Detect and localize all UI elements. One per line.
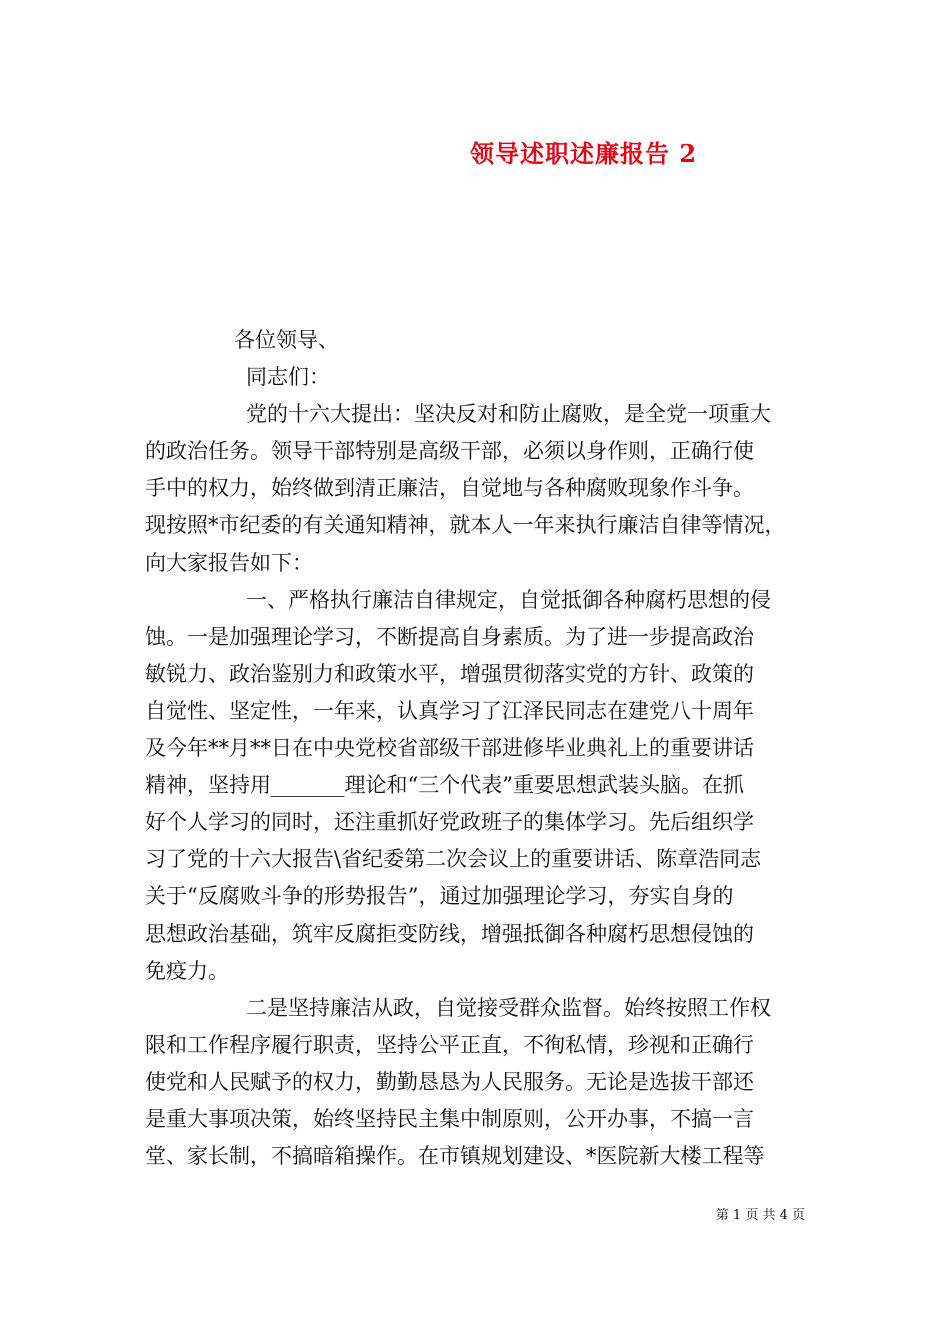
text-line: 好个人学习的同时，还注重抓好党政班子的集体学习。先后组织学 <box>145 810 754 835</box>
document-body <box>145 322 810 1175</box>
text-line: 及今年**月**日在中央党校省部级干部进修毕业典礼上的重要讲话 <box>145 736 754 761</box>
text-line: 向大家报告如下： <box>145 550 313 575</box>
text-line: 现按照*市纪委的有关通知精神，就本人一年来执行廉洁自律等情况， <box>145 513 786 538</box>
text-line: 的政治任务。领导干部特别是高级干部，必须以身作则，正确行使 <box>145 439 754 464</box>
paragraph <box>145 396 810 581</box>
text-line: 使党和人民赋予的权力，勤勤恳恳为人民服务。无论是选拔干部还 <box>145 1069 754 1094</box>
text-line: 二是坚持廉洁从政，自觉接受群众监督。始终按照工作权 <box>246 995 771 1020</box>
text-line: 党的十六大提出：坚决反对和防止腐败，是全党一项重大 <box>246 402 771 427</box>
text-line: 敏锐力、政治鉴别力和政策水平，增强贯彻落实党的方针、政策的 <box>145 661 754 686</box>
text-line: 思想政治基础，筑牢反腐拒变防线，增强抵御各种腐朽思想侵蚀的 <box>145 921 754 946</box>
text-line: 一、严格执行廉洁自律规定，自觉抵御各种腐朽思想的侵 <box>246 587 771 612</box>
text-line: 精神，坚持用_______理论和“三个代表”重要思想武装头脑。在抓 <box>145 773 744 798</box>
text-line: 自觉性、坚定性，一年来，认真学习了江泽民同志在建党八十周年 <box>145 698 754 723</box>
paragraph <box>145 582 810 990</box>
page-number: 第 1 页 共 4 页 <box>715 1208 805 1223</box>
paragraphs <box>145 396 810 1175</box>
salutation-line: 同志们： <box>246 365 330 390</box>
text-line: 关于“反腐败斗争的形势报告”，通过加强理论学习，夯实自身的 <box>145 884 734 909</box>
text-line: 习了党的十六大报告\省纪委第二次会议上的重要讲话、陈章浩同志 <box>145 847 762 872</box>
paragraph <box>145 990 810 1175</box>
text-line: 免疫力。 <box>145 958 229 983</box>
document-title: 领导述职述廉报告 2 <box>470 139 698 168</box>
text-line: 手中的权力，始终做到清正廉洁，自觉地与各种腐败现象作斗争。 <box>145 476 754 501</box>
salutation-line: 各位领导、 <box>234 328 339 352</box>
text-line: 蚀。一是加强理论学习，不断提高自身素质。为了进一步提高政治 <box>145 624 754 649</box>
text-line: 堂、家长制，不搞暗箱操作。在市镇规划建设、*医院新大楼工程等 <box>145 1144 765 1169</box>
text-line: 限和工作程序履行职责，坚持公平正直，不徇私情，珍视和正确行 <box>145 1032 754 1057</box>
text-line: 是重大事项决策，始终坚持民主集中制原则，公开办事，不搞一言 <box>145 1106 754 1131</box>
